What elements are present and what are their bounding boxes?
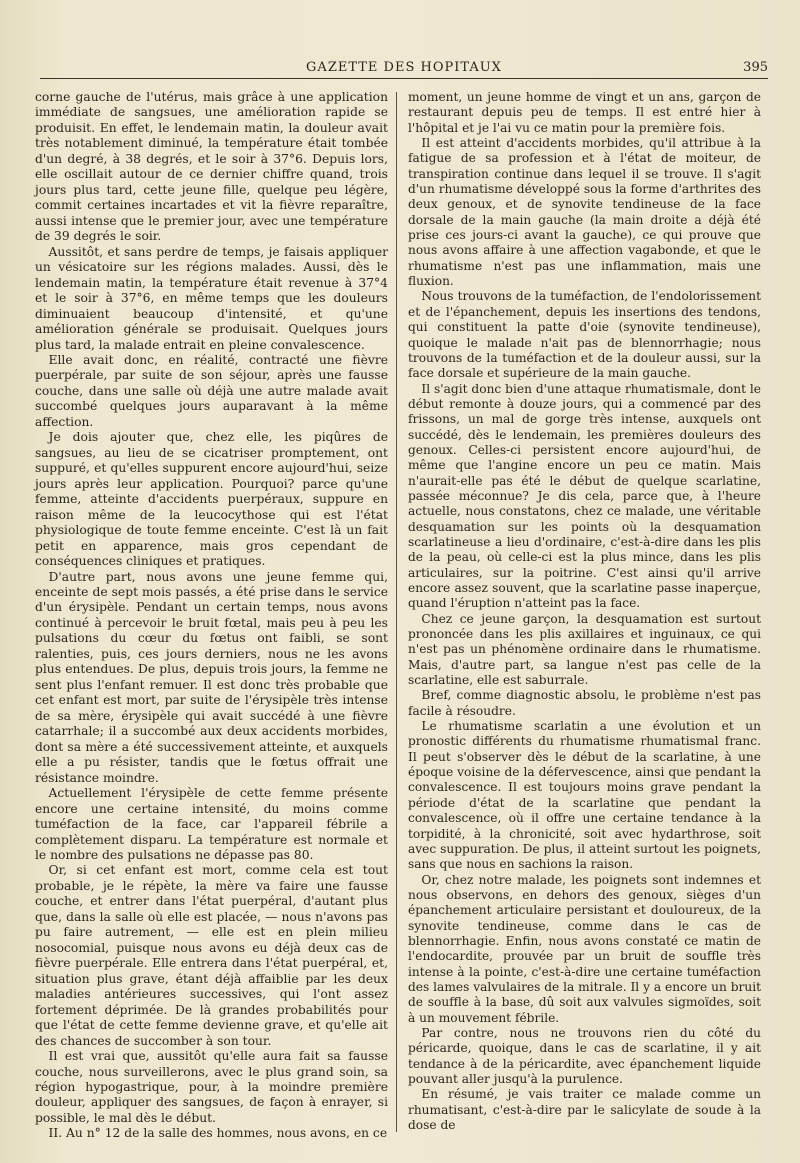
paragraph: Actuellement l'érysipèle de cette femme présente encore une certaine intensité, du moins comme tuméfaction de la face, car l'appareil fébrile a complètement disparu. La température est normale et le nombre des pulsations ne dépasse pas 80.: [35, 786, 388, 862]
paragraph: Chez ce jeune garçon, la desquamation est surtout prononcée dans les plis axillaires et inguinaux, ce qui n'est pas un phénomène ordinaire dans le rhumatisme. Mais, d'autre part, sa langue n'est pas celle de la scarlatine, elle est saburrale.: [408, 611, 761, 688]
paragraph: Par contre, nous ne trouvons rien du côté du péricarde, quoique, dans le cas de scarlatine, il y ait tendance à de la péricardite, avec épanchement liquide pouvant aller jusqu'à la purulence.: [408, 1025, 761, 1086]
paragraph: Elle avait donc, en réalité, contracté une fièvre puerpérale, par suite de son séjour, après une fausse couche, dans une salle où déjà une autre malade avait succombé quelques jours auparavant à la même affection.: [35, 352, 388, 429]
paragraph: II. Au n° 12 de la salle des hommes, nous avons, en ce: [48, 1126, 388, 1141]
paragraph: Je dois ajouter que, chez elle, les piqûres de sangsues, au lieu de se cicatriser promptement, ont suppuré, et qu'elles suppurent encore aujourd'hui, seize jours après leur application. Pourquoi? parce qu'une femme, atteinte d'accidents puerpéraux, suppure en raison même de la leucocythose qui est l'état physiologique de toute femme enceinte. C'est là un fait petit en apparence, mais gros cependant de conséquences cliniques et pratiques.: [35, 430, 388, 569]
paragraph: Le rhumatisme scarlatin a une évolution et un pronostic différents du rhumatisme rhumatismal franc. Il peut s'observer dès le début de la scarlatine, à une époque voisine de la défervescence, ainsi que pendant la convalescence. Il est toujours moins grave pendant la période d'état de la scarlatine que pendant la convalescence, où il offre une certaine tendance à la torpidité, à la chronicité, soit avec hydarthrose, soit avec suppuration. De plus, il atteint surtout les poignets, sans que nous en sachions la raison.: [408, 719, 761, 872]
paragraph: Nous trouvons de la tuméfaction, de l'endolorissement et de l'épanchement, depuis les insertions des tendons, qui constituent la patte d'oie (synovite tendineuse), quoique le malade n'ait pas de blennorrhagie; nous trouvons de la tuméfaction et de la douleur aussi, sur la face dorsale et supérieure de la main gauche.: [408, 289, 761, 381]
running-title: GAZETTE DES HOPITAUX: [306, 60, 502, 75]
paragraph: Aussitôt, et sans perdre de temps, je faisais appliquer un vésicatoire sur les régions malades. Aussi, dès le lendemain matin, la température était revenue à 37°4 et le soir à 37°6, en même temps que les douleurs diminuaient beaucoup d'intensité, et qu'une amélioration générale se produisait. Quelques jours plus tard, la malade entrait en pleine convalescence.: [35, 244, 388, 352]
paragraph: moment, un jeune homme de vingt et un ans, garçon de restaurant depuis peu de temps. Il est entré hier à l'hôpital et je l'ai vu ce matin pour la première fois.: [408, 90, 761, 135]
page-header: [40, 58, 768, 82]
page-number: 395: [743, 60, 768, 75]
paragraph: Or, si cet enfant est mort, comme cela est tout probable, je le répète, la mère va faire une fausse couche, et entrer dans l'état puerpéral, d'autant plus que, dans la salle où elle est placée, — nous n'avons pas pu faire autrement, — elle est en plein milieu nosocomial, puisque nous avons eu déjà deux cas de fièvre puerpérale. Elle entrera dans l'état puerpéral, et, situation plus grave, étant déjà affaiblie par les deux maladies antérieures successives, qui l'ont assez fortement déprimée. De là grandes probabilités pour que l'état de cette femme devienne grave, et qu'elle ait des chances de succomber à son tour.: [35, 863, 388, 1048]
column-divider: [396, 92, 397, 1132]
paragraph: corne gauche de l'utérus, mais grâce à une application immédiate de sangsues, une amélioration rapide se produisit. En effet, le lendemain matin, la douleur avait très notablement diminué, la température était tombée d'un degré, à 38 degrés, et le soir à 37°6. Depuis lors, elle oscillait autour de ce dernier chiffre quand, trois jours plus tard, cette jeune fille, quelque peu légère, commit certaines incartades et vit la fièvre reparaître, aussi intense que le premier jour, avec une température de 39 degrés le soir.: [35, 90, 388, 244]
paragraph: Il est vrai que, aussitôt qu'elle aura fait sa fausse couche, nous surveillerons, avec le plus grand soin, sa région hypogastrique, pour, à la moindre première douleur, appliquer des sangsues, de façon à enrayer, si possible, le mal dès le début.: [35, 1049, 388, 1125]
paragraph: D'autre part, nous avons une jeune femme qui, enceinte de sept mois passés, a été prise dans le service d'un érysipèle. Pendant un certain temps, nous avons continué à percevoir le bruit fœtal, mais peu à peu les pulsations du cœur du fœtus ont faibli, se sont ralenties, puis, ces jours derniers, nous ne les avons plus entendues. De plus, depuis trois jours, la femme ne sent plus l'enfant remuer. Il est donc très probable que cet enfant est mort, par suite de l'érysipèle très intense de sa mère, érysipèle qui avait succédé à une fièvre catarrhale; il a succombé aux deux accidents morbides, dont sa mère a été successivement atteinte, et auxquels elle a pu résister, tandis que le fœtus offrait une résistance moindre.: [35, 569, 388, 785]
paragraph: Il s'agit donc bien d'une attaque rhumatismale, dont le début remonte à douze jours, qui a commencé par des frissons, un mal de gorge très intense, auxquels ont succédé, dès le lendemain, les premières douleurs des genoux. Celles-ci persistent encore aujourd'hui, de même que l'angine encore un peu ce matin. Mais n'aurait-elle pas été le début de quelque scarlatine, passée méconnue? Je dis cela, parce que, à l'heure actuelle, nous constatons, chez ce malade, une véritable desquamation sur les points où la desquamation scarlatineuse a lieu d'ordinaire, c'est-à-dire dans les plis de la peau, où celle-ci est la plus mince, dans les plis articulaires, sur la poitrine. C'est ainsi qu'il arrive encore assez souvent, que la scarlatine passe inaperçue, quand l'éruption n'atteint pas la face.: [408, 381, 761, 611]
paragraph: Bref, comme diagnostic absolu, le problème n'est pas facile à résoudre.: [408, 688, 761, 718]
paragraph: En résumé, je vais traiter ce malade comme un rhumatisant, c'est-à-dire par le salicylate de soude à la dose de: [408, 1087, 761, 1133]
left-column: [35, 90, 388, 1142]
paragraph: Il est atteint d'accidents morbides, qu'il attribue à la fatigue de sa profession et à l'état de moiteur, de transpiration continue dans lequel il se trouve. Il s'agit d'un rhumatisme développé sous la forme d'arthrites des deux genoux, et de synovite tendineuse de la face dorsale de la main gauche (la main droite a déjà été prise ces jours-ci avant la gauche), ce qui prouve que nous avons affaire à une affection vagabonde, et que le rhumatisme n'est pas une inflammation, mais une fluxion.: [408, 136, 761, 289]
paragraph: Or, chez notre malade, les poignets sont indemnes et nous observons, en dehors des genoux, sièges d'un épanchement articulaire persistant et douloureux, de la synovite tendineuse, comme dans le cas de blennorrhagie. Enfin, nous avons constaté ce matin de l'endocardite, prouvée par un bruit de souffle très intense à la pointe, c'est-à-dire une certaine tuméfaction des lames valvulaires de la mitrale. Il y a encore un bruit de souffle à la base, dû soit aux valvules sigmoïdes, soit à un mouvement fébrile.: [408, 872, 761, 1025]
right-column: [408, 90, 761, 1133]
header-rule: [40, 78, 768, 79]
